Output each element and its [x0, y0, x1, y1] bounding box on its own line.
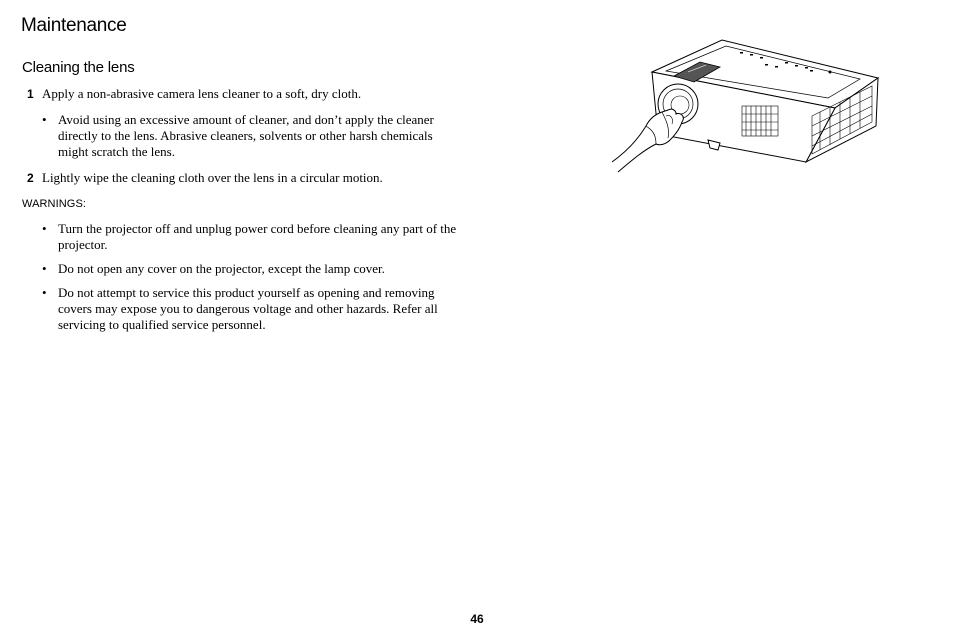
step-number: 2	[27, 171, 34, 185]
warning-text: Do not open any cover on the projector, except the lamp cover.	[58, 261, 385, 276]
bullet-dot: •	[42, 112, 47, 127]
page-number: 46	[470, 612, 484, 626]
bullet-dot: •	[42, 221, 47, 236]
section-heading: Cleaning the lens	[22, 59, 135, 76]
bullet-text: Avoid using an excessive amount of cleaner, and don’t apply the cleaner directly to the lens. Abrasive cleaners, solvents or other harsh chemicals might scratch the lens.	[58, 112, 434, 159]
step-number: 1	[27, 87, 34, 101]
bullet-dot: •	[42, 285, 47, 300]
step-text: Lightly wipe the cleaning cloth over the lens in a circular motion.	[42, 170, 383, 185]
warning-text: Turn the projector off and unplug power cord before cleaning any part of the projector.	[58, 221, 457, 252]
step-text: Apply a non-abrasive camera lens cleaner to a soft, dry cloth.	[42, 86, 362, 101]
warning-text: Do not attempt to service this product yourself as opening and removing covers may expose you to dangerous voltage and other hazards. Refer all servicing to qualified service personnel.	[58, 285, 438, 332]
warnings-heading: WARNINGS:	[22, 198, 87, 210]
page-title: Maintenance	[21, 15, 127, 36]
bullet-dot: •	[42, 261, 47, 276]
projector-cleaning-illustration	[610, 34, 885, 176]
